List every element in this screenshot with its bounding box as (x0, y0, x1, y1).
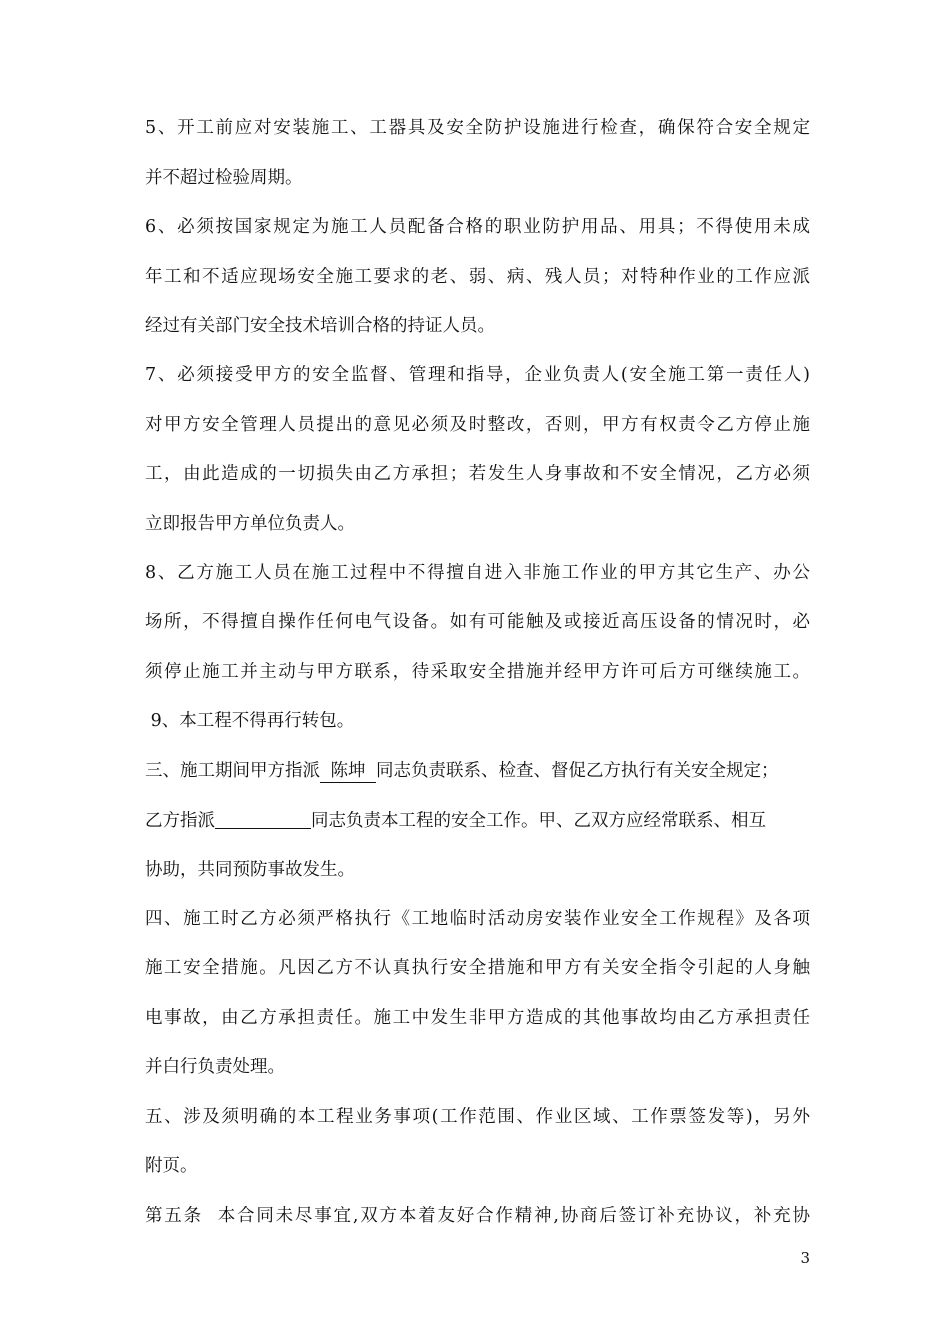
section-3-line-3: 协助，共同预防事故发生。 (145, 860, 355, 880)
clause-7-line-3: 工，由此造成的一切损失由乙方承担；若发生人身事故和不安全情况，乙方必须 (145, 464, 810, 484)
section-4-line-3: 电事故，由乙方承担责任。施工中发生非甲方造成的其他事故均由乙方承担责任 (145, 1008, 810, 1028)
clause-6-line-1: 6、必须按国家规定为施工人员配备合格的职业防护用品、用具；不得使用未成 (145, 217, 810, 237)
clause-6-line-2: 年工和不适应现场安全施工要求的老、弱、病、残人员；对特种作业的工作应派 (145, 267, 810, 287)
clause-5-line-1: 5、开工前应对安装施工、工器具及安全防护设施进行检查，确保符合安全规定 (145, 118, 810, 138)
section-4-line-1: 四、施工时乙方必须严格执行《工地临时活动房安装作业安全工作规程》及各项 (145, 909, 810, 929)
section-3-text-d: 同志负责本工程的安全工作。甲、乙双方应经常联系、相互 (311, 811, 766, 831)
article-5-line-1: 第五条 本合同未尽事宜,双方本着友好合作精神,协商后签订补充协议，补充协 (145, 1206, 810, 1226)
clause-6-line-3: 经过有关部门安全技术培训合格的持证人员。 (145, 316, 495, 336)
clause-7-line-2: 对甲方安全管理人员提出的意见必须及时整改，否则，甲方有权责令乙方停止施 (145, 415, 810, 435)
section-3-text-a: 三、施工期间甲方指派 (145, 761, 320, 781)
clause-8-line-2: 场所，不得擅自操作任何电气设备。如有可能触及或接近高压设备的情况时，必 (145, 612, 810, 632)
clause-9-line: 9、本工程不得再行转包。 (145, 711, 355, 731)
clause-8-line-1: 8、乙方施工人员在施工过程中不得擅自进入非施工作业的甲方其它生产、办公 (145, 563, 810, 583)
section-4-line-4: 并白行负责处理。 (145, 1057, 285, 1077)
section-3-line-1 (145, 759, 810, 783)
section-3-line-2 (145, 808, 810, 833)
clause-7-line-4: 立即报告甲方单位负责人。 (145, 514, 355, 534)
section-3-text-b: 同志负责联系、检查、督促乙方执行有关安全规定； (376, 761, 779, 781)
page-number: 3 (800, 1249, 810, 1267)
clause-7-line-1: 7、必须接受甲方的安全监督、管理和指导，企业负责人(安全施工第一责任人) (145, 365, 810, 385)
section-5-line-2: 附页。 (145, 1156, 198, 1176)
party-b-contact-blank[interactable] (215, 808, 311, 829)
clause-5-line-2: 并不超过检验周期。 (145, 168, 303, 188)
section-3-text-c: 乙方指派 (145, 811, 215, 831)
party-a-contact-name: 陈坤 (320, 760, 376, 783)
section-5-line-1: 五、涉及须明确的本工程业务事项(工作范围、作业区域、工作票签发等)，另外 (145, 1107, 810, 1127)
clause-8-line-3: 须停止施工并主动与甲方联系，待采取安全措施并经甲方许可后方可继续施工。 (145, 662, 810, 682)
section-4-line-2: 施工安全措施。凡因乙方不认真执行安全措施和甲方有关安全指令引起的人身触 (145, 958, 810, 978)
